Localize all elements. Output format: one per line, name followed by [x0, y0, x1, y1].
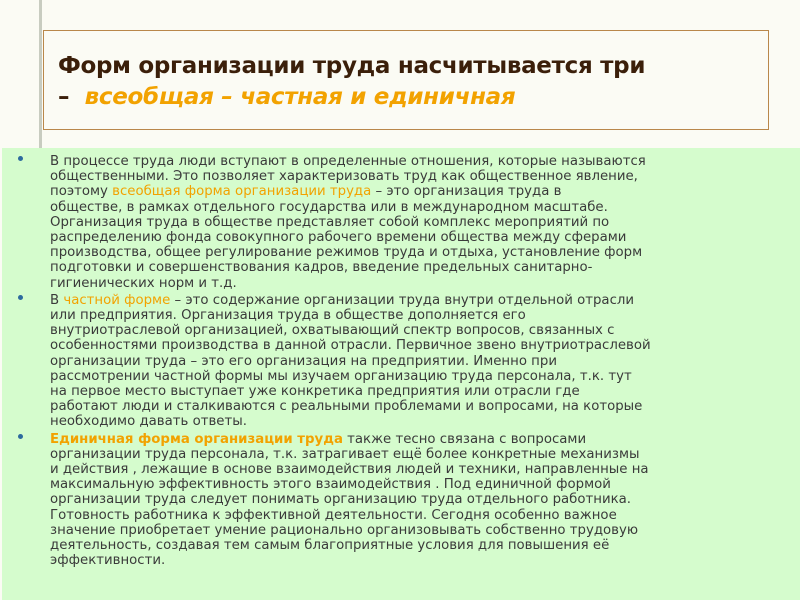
text-segment: на первое место выступает уже конкретика предприятия или отрасли где [50, 384, 580, 400]
paragraph-individual-form [12, 432, 796, 569]
text-segment: максимальную эффективность этого взаимодействия . Под единичной формой [50, 477, 611, 493]
paragraph-line [50, 276, 796, 291]
paragraph-line [50, 215, 796, 230]
title-line-2 [58, 82, 645, 113]
paragraph-line [50, 384, 796, 399]
paragraph-line [50, 184, 796, 199]
paragraph-line [50, 230, 796, 245]
paragraph-line [50, 338, 796, 353]
paragraph-line [50, 492, 796, 507]
text-segment: гигиенических норм и т.д. [50, 275, 237, 291]
title-accent: всеобщая – частная и единичная [84, 84, 516, 110]
paragraph-line [50, 354, 796, 369]
text-segment: Организация труда в обществе представляет собой комплекс мероприятий по [50, 214, 610, 230]
text-segment: производства, общее регулирование режимов труда и отдыха, установление форм [50, 245, 643, 261]
paragraph-line [50, 323, 796, 338]
paragraph-line [50, 154, 796, 169]
text-segment: организации труда – это его организация на предприятии. Именно при [50, 353, 557, 369]
paragraph-line [50, 308, 796, 323]
paragraph-line [50, 369, 796, 384]
highlighted-term: всеобщая форма организации труда [112, 184, 372, 200]
text-segment: особенностями производства в данной отрасли. Первичное звено внутриотраслевой [50, 338, 651, 354]
title-box [43, 30, 769, 130]
paragraph-line [50, 169, 796, 184]
text-segment: и действия , лежащие в основе взаимодействия людей и техники, направленные на [50, 462, 649, 478]
paragraph-line [50, 260, 796, 275]
paragraph-line [50, 447, 796, 462]
content-panel [2, 148, 800, 600]
text-segment: эффективности. [50, 553, 166, 569]
bullet-dot-icon [18, 295, 23, 300]
paragraph-general-form [12, 154, 796, 291]
text-segment: Готовность работника к эффективной деятельности. Сегодня особенно важное [50, 507, 617, 523]
text-segment: также тесно связана с вопросами [342, 431, 587, 447]
slide-title [58, 51, 645, 113]
text-segment: общественными. Это позволяет характеризовать труд как общественное явление, [50, 169, 638, 185]
paragraph-line [50, 477, 796, 492]
paragraph-line [50, 293, 796, 308]
text-segment: или предприятия. Организация труда в обществе дополняется его [50, 308, 526, 324]
text-segment: внутриотраслевой организацией, охватывающий спектр вопросов, связанных с [50, 323, 615, 339]
text-segment: – это организация труда в [371, 184, 562, 200]
text-segment: В процессе труда люди вступают в определенные отношения, которые называются [50, 154, 646, 169]
title-dash: – [58, 84, 70, 110]
paragraph-line [50, 538, 796, 553]
text-segment: необходимо давать ответы. [50, 414, 247, 430]
paragraph-private-form [12, 293, 796, 430]
text-segment: распределению фонда совокупного рабочего времени общества между сферами [50, 230, 627, 246]
text-segment: В [50, 292, 64, 308]
text-segment: подготовки и совершенствования кадров, введение предельных санитарно- [50, 260, 593, 276]
bullet-dot-icon [18, 156, 23, 161]
text-segment: – это содержание организации труда внутри отдельной отрасли [170, 292, 635, 308]
bullet-dot-icon [18, 434, 23, 439]
paragraph-line [50, 432, 796, 447]
highlighted-term: Единичная форма организации труда [50, 431, 343, 447]
text-segment: поэтому [50, 184, 113, 200]
text-segment: деятельность, создавая тем самым благоприятные условия для повышения её [50, 538, 610, 554]
text-segment: значение приобретает умение рационально организовывать собственно трудовую [50, 522, 639, 538]
text-segment: рассмотрении частной формы мы изучаем организацию труда персонала, т.к. тут [50, 368, 632, 384]
title-line-1: Форм организации труда насчитывается три [58, 53, 646, 79]
highlighted-term: частной форме [63, 292, 171, 308]
paragraph-line [50, 523, 796, 538]
paragraph-line [50, 399, 796, 414]
paragraph-line [50, 508, 796, 523]
text-segment: организации труда персонала, т.к. затрагивает ещё более конкретные механизмы [50, 446, 640, 462]
paragraph-line [50, 245, 796, 260]
paragraph-line [50, 200, 796, 215]
paragraph-line [50, 414, 796, 429]
paragraph-line [50, 553, 796, 568]
text-segment: организации труда следует понимать организацию труда отдельного работника. [50, 492, 631, 508]
paragraph-line [50, 462, 796, 477]
text-segment: обществе, в рамках отдельного государства или в международном масштабе. [50, 199, 608, 215]
text-segment: работают люди и сталкиваются с реальными проблемами и вопросами, на которые [50, 399, 643, 415]
